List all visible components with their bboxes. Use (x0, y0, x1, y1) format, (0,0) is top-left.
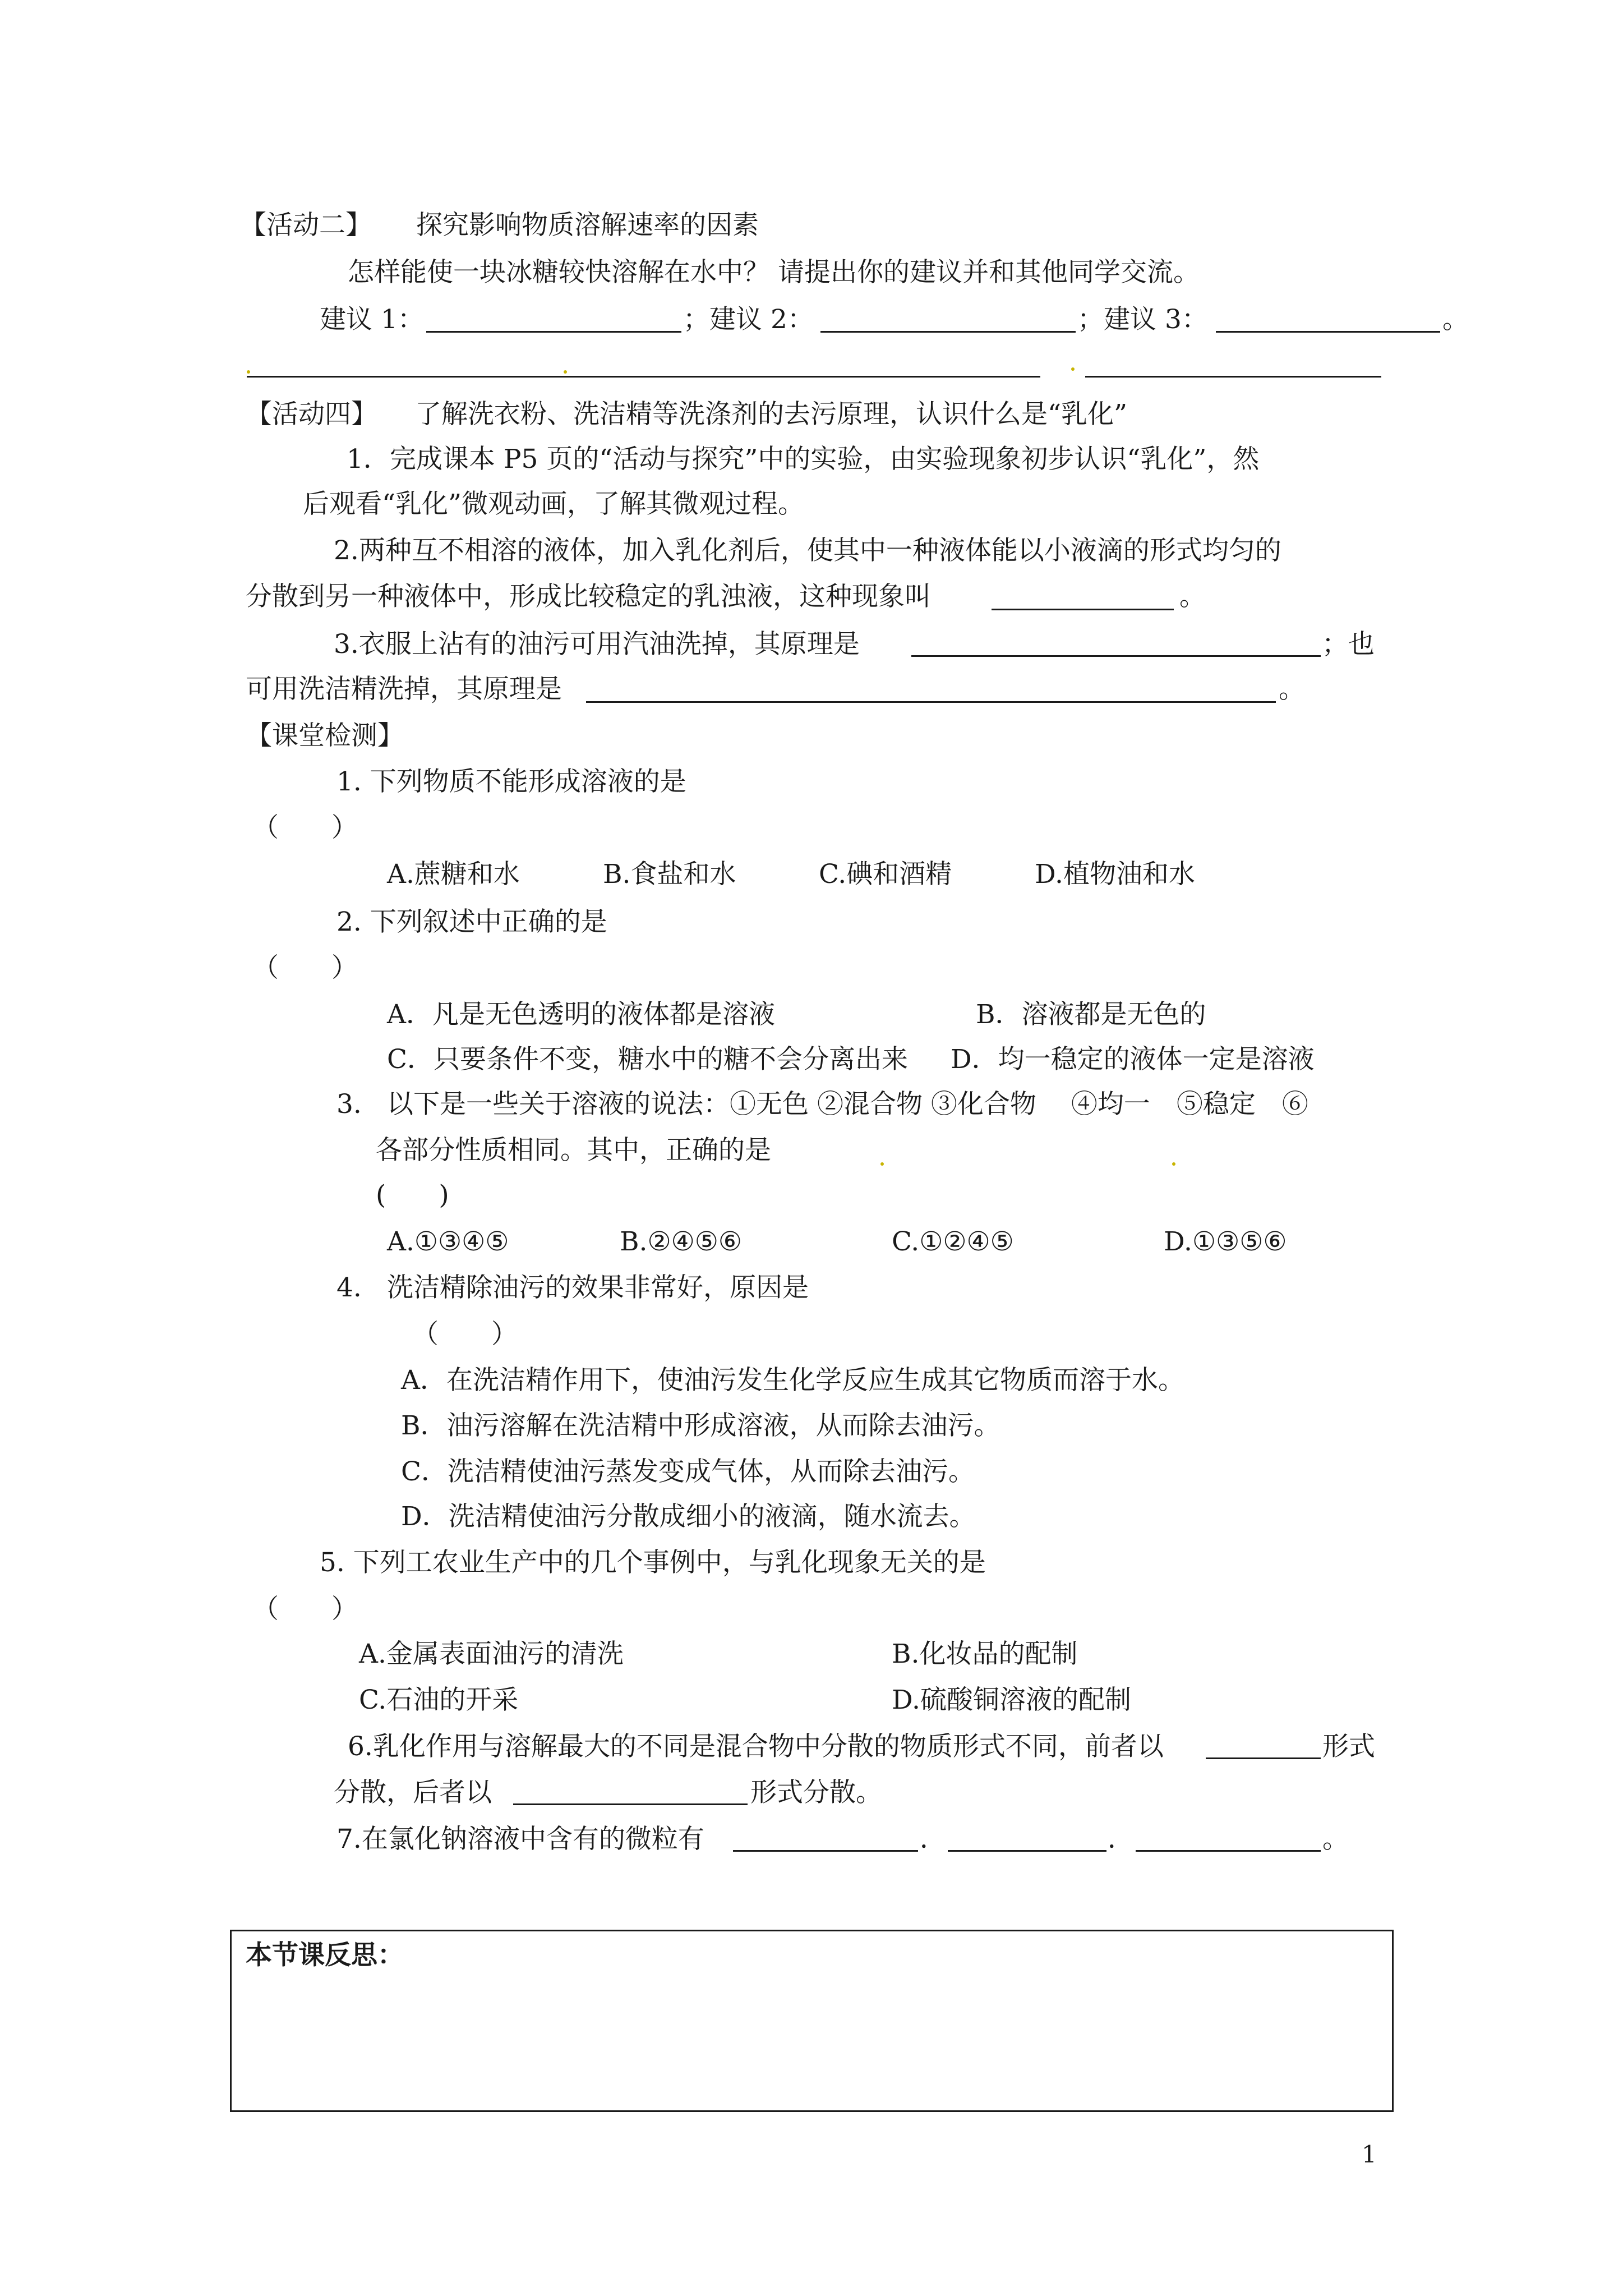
q2-option-b[interactable]: B．溶液都是无色的 (976, 999, 1206, 1030)
q2-stem: 2. 下列叙述中正确的是 (336, 907, 607, 937)
q2-option-d[interactable]: D．均一稳定的液体一定是溶液 (951, 1044, 1315, 1075)
q1-answer-paren[interactable]: （ ） (252, 812, 358, 843)
q4-number: 4. (336, 1272, 362, 1303)
q5-option-a[interactable]: A.金属表面油污的清洗 (359, 1639, 624, 1669)
q3-number: 3. (336, 1089, 362, 1120)
activity4-p3-line2: 可用洗洁精洗掉，其原理是 (246, 674, 562, 705)
quiz-heading: 【课堂检测】 (246, 720, 404, 751)
q3-stem-line1: 以下是一些关于溶液的说法：①无色 ②混合物 ③化合物 ④均一 ⑤稳定 ⑥ (387, 1089, 1308, 1120)
reflection-box[interactable] (230, 1930, 1394, 2112)
q5-answer-paren[interactable]: （ ） (252, 1594, 358, 1625)
q6-blank-1[interactable] (1206, 1757, 1321, 1759)
q7-sep-2: ． (1108, 1824, 1134, 1855)
q4-option-c[interactable]: C．洗洁精使油污蒸发变成气体，从而除去油污。 (401, 1456, 975, 1487)
activity4-heading: 【活动四】 (246, 399, 377, 430)
suggestion-2-blank[interactable] (820, 331, 1076, 333)
q1-option-c[interactable]: C.碘和酒精 (819, 859, 952, 890)
q1-option-a[interactable]: A.蔗糖和水 (387, 859, 520, 890)
activity2-title: 探究影响物质溶解速率的因素 (416, 210, 759, 241)
q6-line2-end: 形式分散。 (750, 1777, 882, 1808)
q5-option-b[interactable]: B.化妆品的配制 (892, 1639, 1078, 1669)
suggestion-1-label: 建议 1： (320, 304, 424, 335)
activity4-p1-line1: 1．完成课本 P5 页的“活动与探究”中的实验，由实验现象初步认识“乳化”，然 (347, 444, 1260, 475)
q1-option-b[interactable]: B.食盐和水 (603, 859, 736, 890)
scan-dot (564, 370, 567, 374)
activity4-p1-line2: 后观看“乳化”微观动画，了解其微观过程。 (303, 489, 805, 519)
activity4-p2-line1: 2.两种互不相溶的液体，加入乳化剂后，使其中一种液体能以小液滴的形式均匀的 (334, 535, 1281, 566)
activity2-question: 怎样能使一块冰糖较快溶解在水中？ 请提出你的建议并和其他同学交流。 (348, 257, 1200, 288)
activity4-p3-line1: 3.衣服上沾有的油污可用汽油洗掉，其原理是 (334, 629, 860, 660)
q1-option-d[interactable]: D.植物油和水 (1035, 859, 1195, 890)
q4-option-b[interactable]: B．油污溶解在洗洁精中形成溶液，从而除去油污。 (401, 1410, 1000, 1441)
q3-option-a[interactable]: A.①③④⑤ (387, 1226, 509, 1257)
suggestion-2-label: ；建议 2： (683, 304, 814, 335)
q2-option-a[interactable]: A．凡是无色透明的液体都是溶液 (387, 999, 775, 1030)
activity4-p2-line2: 分散到另一种液体中，形成比较稳定的乳浊液，这种现象叫 (246, 581, 931, 612)
q4-answer-paren[interactable]: （ ） (412, 1319, 518, 1350)
activity4-p2-end: 。 (1179, 581, 1206, 612)
page-number: 1 (1362, 2141, 1377, 2168)
q6-line1-end: 形式 (1322, 1731, 1375, 1762)
q3-option-c[interactable]: C.①②④⑤ (892, 1226, 1014, 1257)
q2-option-c[interactable]: C．只要条件不变，糖水中的糖不会分离出来 (387, 1044, 908, 1075)
activity4-title: 了解洗衣粉、洗洁精等洗涤剂的去污原理，认识什么是“乳化” (415, 399, 1128, 430)
scan-dot (1172, 1162, 1175, 1166)
q6-line2-start: 分散，后者以 (334, 1777, 492, 1808)
detergent-principle-blank[interactable] (586, 701, 1276, 703)
activity4-p3-end: 。 (1279, 674, 1305, 705)
suggestion-1-blank[interactable] (426, 331, 681, 333)
emulsification-blank[interactable] (992, 609, 1174, 610)
suggestion-extra-blank-2[interactable] (1085, 376, 1381, 378)
q2-answer-paren[interactable]: （ ） (252, 953, 358, 983)
q4-option-a[interactable]: A．在洗洁精作用下，使油污发生化学反应生成其它物质而溶于水。 (401, 1365, 1184, 1396)
q5-stem: 5. 下列工农业生产中的几个事例中，与乳化现象无关的是 (320, 1547, 986, 1578)
q6-blank-2[interactable] (513, 1803, 748, 1805)
q7-end: 。 (1322, 1824, 1349, 1855)
suggestion-3-label: ；建议 3： (1077, 304, 1208, 335)
q3-answer-paren[interactable]: ( ) (376, 1180, 449, 1211)
q7-stem: 7.在氯化钠溶液中含有的微粒有 (336, 1824, 704, 1855)
gasoline-principle-blank[interactable] (911, 655, 1321, 657)
q3-stem-line2: 各部分性质相同。其中，正确的是 (376, 1135, 771, 1166)
activity4-p3-mid: ；也 (1322, 629, 1375, 660)
q6-line1: 6.乳化作用与溶解最大的不同是混合物中分散的物质形式不同，前者以 (348, 1731, 1164, 1762)
q7-blank-3[interactable] (1136, 1850, 1321, 1852)
activity2-heading: 【活动二】 (240, 210, 372, 241)
q1-stem: 1. 下列物质不能形成溶液的是 (336, 766, 686, 797)
scan-dot (1071, 367, 1075, 371)
suggestion-3-blank[interactable] (1216, 331, 1440, 333)
q3-option-b[interactable]: B.②④⑤⑥ (620, 1226, 743, 1257)
q7-sep-1: ． (920, 1824, 946, 1855)
q3-option-d[interactable]: D.①③⑤⑥ (1164, 1226, 1287, 1257)
q4-option-d[interactable]: D．洗洁精使油污分散成细小的液滴，随水流去。 (401, 1501, 976, 1532)
suggestion-end: 。 (1442, 304, 1469, 335)
scan-dot (880, 1162, 884, 1166)
q5-option-c[interactable]: C.石油的开采 (359, 1685, 519, 1715)
q7-blank-2[interactable] (948, 1850, 1106, 1852)
scan-dot (247, 370, 250, 374)
q5-option-d[interactable]: D.硫酸铜溶液的配制 (892, 1685, 1131, 1715)
q7-blank-1[interactable] (733, 1850, 918, 1852)
suggestion-extra-blank-1[interactable] (247, 376, 1040, 378)
reflection-label: 本节课反思： (246, 1940, 404, 1971)
q4-stem: 洗洁精除油污的效果非常好，原因是 (387, 1272, 809, 1303)
